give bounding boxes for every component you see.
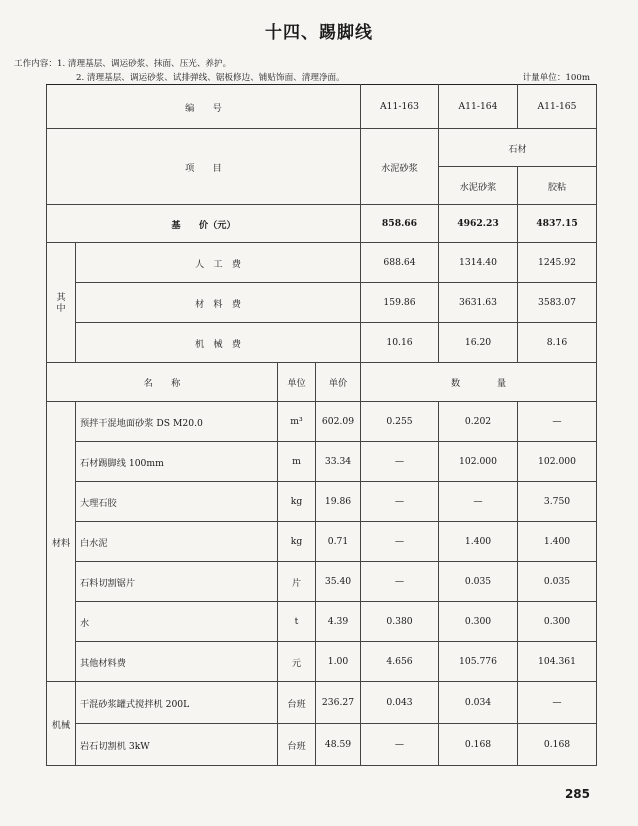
material-name: 预拌干混地面砂浆 DS M20.0 (76, 402, 278, 442)
material-row (47, 402, 597, 442)
machine-name: 岩石切割机 3kW (76, 724, 278, 766)
material-qty: — (361, 562, 439, 602)
qizhong-text: 其中 (56, 291, 66, 314)
material-name: 水 (76, 602, 278, 642)
base-price-cell: 858.66 (361, 205, 439, 243)
material-row (47, 522, 597, 562)
cost-label: 机 械 费 (76, 323, 361, 363)
page-title: 十四、踢脚线 (265, 23, 373, 43)
item-sub-cement: 水泥砂浆 (361, 129, 439, 205)
item-sub-stone-glue: 胶粘 (518, 167, 597, 205)
machine-unit: 台班 (278, 724, 316, 766)
quantity-header: 数 量 (361, 363, 597, 402)
material-qty: 0.380 (361, 602, 439, 642)
work-content-line-1 (14, 57, 624, 71)
work-content-text-2: 2. 清理基层、调运砂浆、试排弹线、锯板修边、铺贴饰面、清理净面。 (76, 73, 345, 83)
material-qty: — (439, 482, 518, 522)
item-group-stone: 石材 (439, 129, 597, 167)
material-row (47, 602, 597, 642)
material-unit: kg (278, 482, 316, 522)
item-header: 项 目 (47, 129, 361, 205)
material-unit: m (278, 442, 316, 482)
code-cell: A11-163 (361, 85, 439, 129)
machine-qty: 0.168 (518, 724, 597, 766)
material-price: 19.86 (316, 482, 361, 522)
material-qty: 104.361 (518, 642, 597, 682)
material-row (47, 642, 597, 682)
cost-row-material (47, 283, 597, 323)
material-qty: 1.400 (439, 522, 518, 562)
code-cell: A11-165 (518, 85, 597, 129)
material-qty: 3.750 (518, 482, 597, 522)
machine-qty: — (518, 682, 597, 724)
cost-cell: 10.16 (361, 323, 439, 363)
name-header: 名 称 (47, 363, 278, 402)
cost-label: 材 料 费 (76, 283, 361, 323)
code-header: 编 号 (47, 85, 361, 129)
price-header: 单价 (316, 363, 361, 402)
material-price: 35.40 (316, 562, 361, 602)
material-qty: — (361, 442, 439, 482)
material-qty: 0.300 (518, 602, 597, 642)
material-unit: 元 (278, 642, 316, 682)
machine-label: 机械 (47, 682, 76, 766)
material-qty: — (518, 402, 597, 442)
qizhong-label (47, 243, 76, 363)
material-qty: 0.255 (361, 402, 439, 442)
material-unit: t (278, 602, 316, 642)
material-unit: 片 (278, 562, 316, 602)
material-qty: 0.035 (518, 562, 597, 602)
material-label: 材料 (47, 402, 76, 682)
machine-qty: 0.043 (361, 682, 439, 724)
cost-row-labor (47, 243, 597, 283)
work-content-label: 工作内容： (14, 59, 57, 69)
material-qty: 4.656 (361, 642, 439, 682)
material-qty: 0.035 (439, 562, 518, 602)
material-price: 33.34 (316, 442, 361, 482)
material-name: 石材踢脚线 100mm (76, 442, 278, 482)
unit-header: 单位 (278, 363, 316, 402)
machine-name: 干混砂浆罐式搅拌机 200L (76, 682, 278, 724)
machine-qty: 0.168 (439, 724, 518, 766)
material-qty: — (361, 482, 439, 522)
cost-row-machine (47, 323, 597, 363)
item-sub-stone-cement: 水泥砂浆 (439, 167, 518, 205)
material-unit: kg (278, 522, 316, 562)
material-name: 石料切割锯片 (76, 562, 278, 602)
material-qty: 102.000 (439, 442, 518, 482)
machine-qty: — (361, 724, 439, 766)
machine-qty: 0.034 (439, 682, 518, 724)
material-qty: 0.300 (439, 602, 518, 642)
quota-table (46, 84, 597, 766)
material-unit: m³ (278, 402, 316, 442)
cost-cell: 1245.92 (518, 243, 597, 283)
material-qty: 0.202 (439, 402, 518, 442)
material-qty: 102.000 (518, 442, 597, 482)
machine-price: 48.59 (316, 724, 361, 766)
machine-row (47, 682, 597, 724)
material-name: 白水泥 (76, 522, 278, 562)
cost-cell: 16.20 (439, 323, 518, 363)
material-name: 大理石胶 (76, 482, 278, 522)
cost-cell: 3631.63 (439, 283, 518, 323)
cost-cell: 3583.07 (518, 283, 597, 323)
unit-note: 计量单位：100m (522, 73, 590, 83)
code-row (47, 85, 597, 129)
cost-cell: 1314.40 (439, 243, 518, 283)
cost-cell: 688.64 (361, 243, 439, 283)
item-row-1 (47, 129, 597, 167)
material-qty: 1.400 (518, 522, 597, 562)
material-price: 1.00 (316, 642, 361, 682)
base-price-cell: 4962.23 (439, 205, 518, 243)
cost-cell: 8.16 (518, 323, 597, 363)
material-row (47, 482, 597, 522)
cost-label: 人 工 费 (76, 243, 361, 283)
material-price: 0.71 (316, 522, 361, 562)
code-cell: A11-164 (439, 85, 518, 129)
cost-cell: 159.86 (361, 283, 439, 323)
machine-unit: 台班 (278, 682, 316, 724)
material-qty: — (361, 522, 439, 562)
material-row (47, 562, 597, 602)
base-price-header: 基 价（元） (47, 205, 361, 243)
machine-row (47, 724, 597, 766)
material-row (47, 442, 597, 482)
base-price-row (47, 205, 597, 243)
detail-header-row (47, 363, 597, 402)
page-number: 285 (564, 787, 590, 801)
material-name: 其他材料费 (76, 642, 278, 682)
material-price: 602.09 (316, 402, 361, 442)
work-content-text-1: 1. 清理基层、调运砂浆、抹面、压光、养护。 (56, 59, 232, 69)
material-qty: 105.776 (439, 642, 518, 682)
base-price-cell: 4837.15 (518, 205, 597, 243)
machine-price: 236.27 (316, 682, 361, 724)
material-price: 4.39 (316, 602, 361, 642)
